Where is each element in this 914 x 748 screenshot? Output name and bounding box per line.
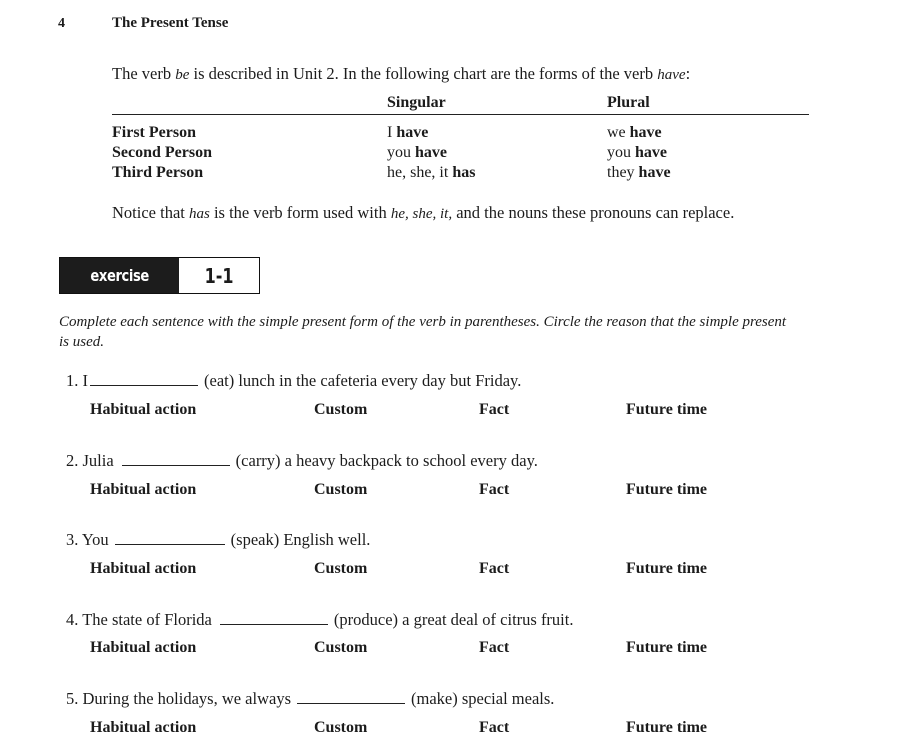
item-number: 5. [66, 689, 79, 708]
exercise-item-1 [66, 371, 521, 391]
option-habitual-action[interactable]: Habitual action [90, 639, 197, 656]
option-fact[interactable]: Fact [479, 560, 510, 577]
chart-header-plural: Plural [607, 94, 650, 111]
item-text-before: I [82, 371, 88, 390]
exercise-number-text: 1-1 [204, 263, 234, 288]
chart-row-label: First Person [112, 124, 196, 141]
intro-verb-be: be [175, 67, 190, 83]
notice-text-2: is the verb form used with [209, 203, 391, 222]
exercise-label [60, 258, 179, 293]
option-future-time[interactable]: Future time [626, 481, 708, 498]
item-text-before: The state of Florida [82, 610, 212, 629]
answer-blank[interactable] [115, 530, 225, 545]
intro-text-1: The verb [112, 64, 176, 83]
intro-paragraph [112, 64, 690, 84]
answer-blank[interactable] [90, 371, 198, 386]
verb-form: have [396, 124, 429, 141]
verb-form: have [638, 164, 671, 181]
option-future-time[interactable]: Future time [626, 639, 708, 656]
chart-row-label: Third Person [112, 164, 204, 181]
exercise-number [179, 258, 259, 293]
item-text-after: (eat) lunch in the cafeteria every day but Friday. [204, 371, 522, 390]
notice-verb-has: has [188, 206, 210, 222]
intro-verb-have: have [657, 67, 686, 83]
option-custom[interactable]: Custom [314, 481, 368, 498]
verb-form: have [635, 144, 667, 161]
option-future-time[interactable]: Future time [626, 719, 708, 736]
option-habitual-action[interactable]: Habitual action [90, 719, 197, 736]
verb-form: have [629, 124, 662, 141]
answer-blank[interactable] [220, 610, 328, 625]
item-text-after: (carry) a heavy backpack to school every day. [235, 451, 538, 470]
item-text-after: (make) special meals. [411, 689, 555, 708]
intro-text-2: is described in Unit 2. In the following chart are the forms of the verb [189, 64, 658, 83]
pronoun: he, she, it [387, 164, 453, 181]
option-future-time[interactable]: Future time [626, 560, 708, 577]
exercise-item-3 [66, 530, 370, 550]
page-number: 4 [58, 16, 65, 31]
pronoun: they [607, 164, 639, 181]
item-number: 1. [66, 371, 79, 390]
option-fact[interactable]: Fact [479, 481, 510, 498]
intro-text-3: : [685, 64, 691, 83]
notice-text-3: and the nouns these pronouns can replace. [452, 203, 735, 222]
option-custom[interactable]: Custom [314, 639, 368, 656]
notice-pronouns: he, she, it, [390, 206, 453, 222]
option-future-time[interactable]: Future time [626, 401, 708, 418]
option-custom[interactable]: Custom [314, 401, 368, 418]
exercise-header-box [59, 257, 260, 294]
exercise-instructions: Complete each sentence with the simple present form of the verb in parentheses. Circle the reason that the simple present is used. [59, 314, 787, 350]
notice-paragraph [112, 203, 734, 223]
item-number: 3. [66, 530, 79, 549]
answer-blank[interactable] [297, 689, 405, 704]
item-text-after: (speak) English well. [230, 530, 371, 549]
chart-cell-singular [387, 144, 447, 162]
exercise-item-2 [66, 451, 538, 471]
answer-blank[interactable] [122, 451, 230, 466]
notice-text-1: Notice that [112, 203, 189, 222]
chart-header-singular: Singular [387, 94, 446, 111]
item-text-before: Julia [82, 451, 114, 470]
option-habitual-action[interactable]: Habitual action [90, 481, 197, 498]
option-custom[interactable]: Custom [314, 560, 368, 577]
item-number: 2. [66, 451, 79, 470]
verb-form: have [415, 144, 447, 161]
item-text-after: (produce) a great deal of citrus fruit. [333, 610, 574, 629]
pronoun: you [387, 144, 415, 161]
item-text-before: You [81, 530, 109, 549]
option-custom[interactable]: Custom [314, 719, 368, 736]
option-fact[interactable]: Fact [479, 639, 510, 656]
option-fact[interactable]: Fact [479, 719, 510, 736]
exercise-item-5 [66, 689, 554, 709]
pronoun: you [607, 144, 635, 161]
verb-form: has [452, 164, 476, 181]
item-text-before: During the holidays, we always [82, 689, 291, 708]
option-habitual-action[interactable]: Habitual action [90, 401, 197, 418]
option-fact[interactable]: Fact [479, 401, 510, 418]
chart-cell-plural [607, 144, 667, 162]
exercise-label-text: exercise [90, 266, 149, 285]
exercise-item-4 [66, 610, 573, 630]
chart-cell-plural [607, 124, 662, 142]
option-habitual-action[interactable]: Habitual action [90, 560, 197, 577]
chart-cell-singular [387, 124, 428, 142]
pronoun: I [387, 124, 397, 141]
chart-row-label: Second Person [112, 144, 212, 161]
running-title: The Present Tense [112, 15, 229, 31]
chart-rule [112, 114, 809, 115]
pronoun: we [607, 124, 630, 141]
item-number: 4. [66, 610, 79, 629]
chart-cell-plural [607, 164, 671, 182]
chart-cell-singular [387, 164, 475, 182]
